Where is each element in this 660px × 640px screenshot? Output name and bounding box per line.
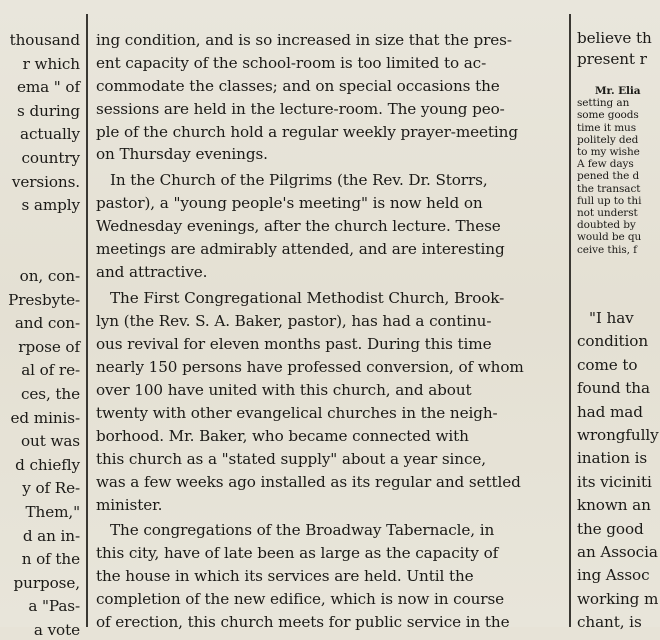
text-line: believe th <box>577 29 652 47</box>
text-line: "I hav <box>589 309 634 327</box>
text-line: the transact <box>577 182 641 195</box>
text-line: had mad <box>577 402 643 421</box>
text-line: on Thursday evenings. <box>96 145 268 163</box>
text-line: borhood. Mr. Baker, who became connected with <box>96 427 469 445</box>
text-line: nearly 150 persons have professed conversion, of whom <box>96 358 524 376</box>
text-line: was a few weeks ago installed as its regular and settled <box>96 473 521 491</box>
text-line: commodate the classes; and on special occasions the <box>96 77 500 95</box>
text-line: time it mus <box>577 121 637 134</box>
text-line: s amply <box>21 196 80 215</box>
text-line: al of re- <box>21 361 80 380</box>
text-line: condition <box>577 332 648 351</box>
text-line: Them," <box>25 503 80 521</box>
text-line: In the Church of the Pilgrims (the Rev. Dr. Storrs, <box>110 171 488 189</box>
text-line: to my wishe <box>577 146 640 158</box>
text-line: a vote <box>33 621 80 639</box>
text-line: ination is <box>577 449 648 468</box>
text-line: ous revival for eleven months past. During this time <box>96 335 492 353</box>
text-line: meetings are admirably attended, and are interesting <box>96 240 505 258</box>
text-line: found tha <box>577 379 650 398</box>
text-line: on, con- <box>19 267 80 285</box>
text-line: ing condition, and is so increased in size that the pres- <box>96 31 512 49</box>
text-line: thousand <box>9 31 80 49</box>
text-line: completion of the new edifice, which is now in course <box>96 590 505 608</box>
text-line: versions. <box>11 172 80 191</box>
text-line: twenty with other evangelical churches in the neigh- <box>96 404 498 422</box>
text-line: out was <box>20 432 80 451</box>
text-line: and attractive. <box>96 263 208 281</box>
text-line: the good <box>577 519 644 538</box>
text-line: sessions are held in the lecture-room. The young peo- <box>96 100 505 118</box>
text-line: ema " of <box>16 78 80 97</box>
text-line: The First Congregational Methodist Church, Brook- <box>110 289 505 307</box>
text-line: country <box>21 149 80 167</box>
text-line: r which <box>22 54 80 73</box>
text-line: ces, the <box>20 385 80 403</box>
text-line: a "Pas- <box>28 597 80 616</box>
text-line: this city, have of late been as large as the capacity of <box>96 544 499 562</box>
text-line: Wednesday evenings, after the church lecture. These <box>96 217 501 235</box>
text-line: rpose of <box>18 337 80 356</box>
text-line: ple of the church hold a regular weekly prayer-meeting <box>96 123 518 141</box>
text-line: working m <box>577 589 659 608</box>
text-line: n of the <box>21 550 80 569</box>
text-line: known an <box>577 496 651 515</box>
text-line: come to <box>577 355 638 374</box>
text-line: chant, is <box>577 613 642 632</box>
text-line: present r <box>577 50 647 68</box>
text-line: ed minis- <box>10 408 80 427</box>
text-line: y of Re- <box>22 479 80 498</box>
text-line: and con- <box>14 314 80 333</box>
text-line: Presbyte- <box>8 290 80 309</box>
text-line: d chiefly <box>15 455 80 474</box>
text-line: Mr. Elia <box>595 85 641 97</box>
text-line: pastor), a "young people's meeting" is now held on <box>96 194 483 212</box>
middle-column <box>96 0 561 631</box>
text-line: lyn (the Rev. S. A. Baker, pastor), has had a continu- <box>96 312 492 330</box>
text-line: purpose, <box>13 573 80 592</box>
text-line: s during <box>17 101 80 120</box>
right-column <box>577 0 660 632</box>
text-line: of erection, this church meets for public service in the <box>96 613 510 631</box>
text-line: this church as a "stated supply" about a year since, <box>96 450 486 468</box>
text-line: actually <box>20 125 80 144</box>
text-line: minister. <box>96 496 163 514</box>
text-line: politely ded <box>577 133 639 146</box>
text-line: its viciniti <box>577 472 652 491</box>
text-line: doubted by <box>577 219 636 232</box>
text-line: some goods <box>577 109 639 122</box>
text-line: ent capacity of the school-room is too limited to ac- <box>96 54 487 72</box>
column-rule-right <box>569 14 571 627</box>
text-line: ceive this, f <box>577 243 637 256</box>
text-line: ing Assoc <box>577 566 650 585</box>
text-line: an Associa <box>577 543 658 561</box>
text-line: The congregations of the Broadway Tabernacle, in <box>110 521 495 539</box>
text-line: would be qu <box>577 231 642 244</box>
text-line: over 100 have united with this church, and about <box>96 381 472 399</box>
left-column <box>0 0 80 639</box>
text-line: the house in which its services are held. Until the <box>96 567 474 585</box>
text-line: setting an <box>577 97 630 110</box>
text-line: full up to thi <box>577 194 642 207</box>
text-line: d an in- <box>22 526 80 545</box>
text-line: A few days <box>577 158 634 171</box>
text-line: wrongfully <box>577 426 659 444</box>
text-line: pened the d <box>577 170 640 183</box>
column-rule-left <box>86 14 88 627</box>
text-line: not underst <box>577 207 638 219</box>
